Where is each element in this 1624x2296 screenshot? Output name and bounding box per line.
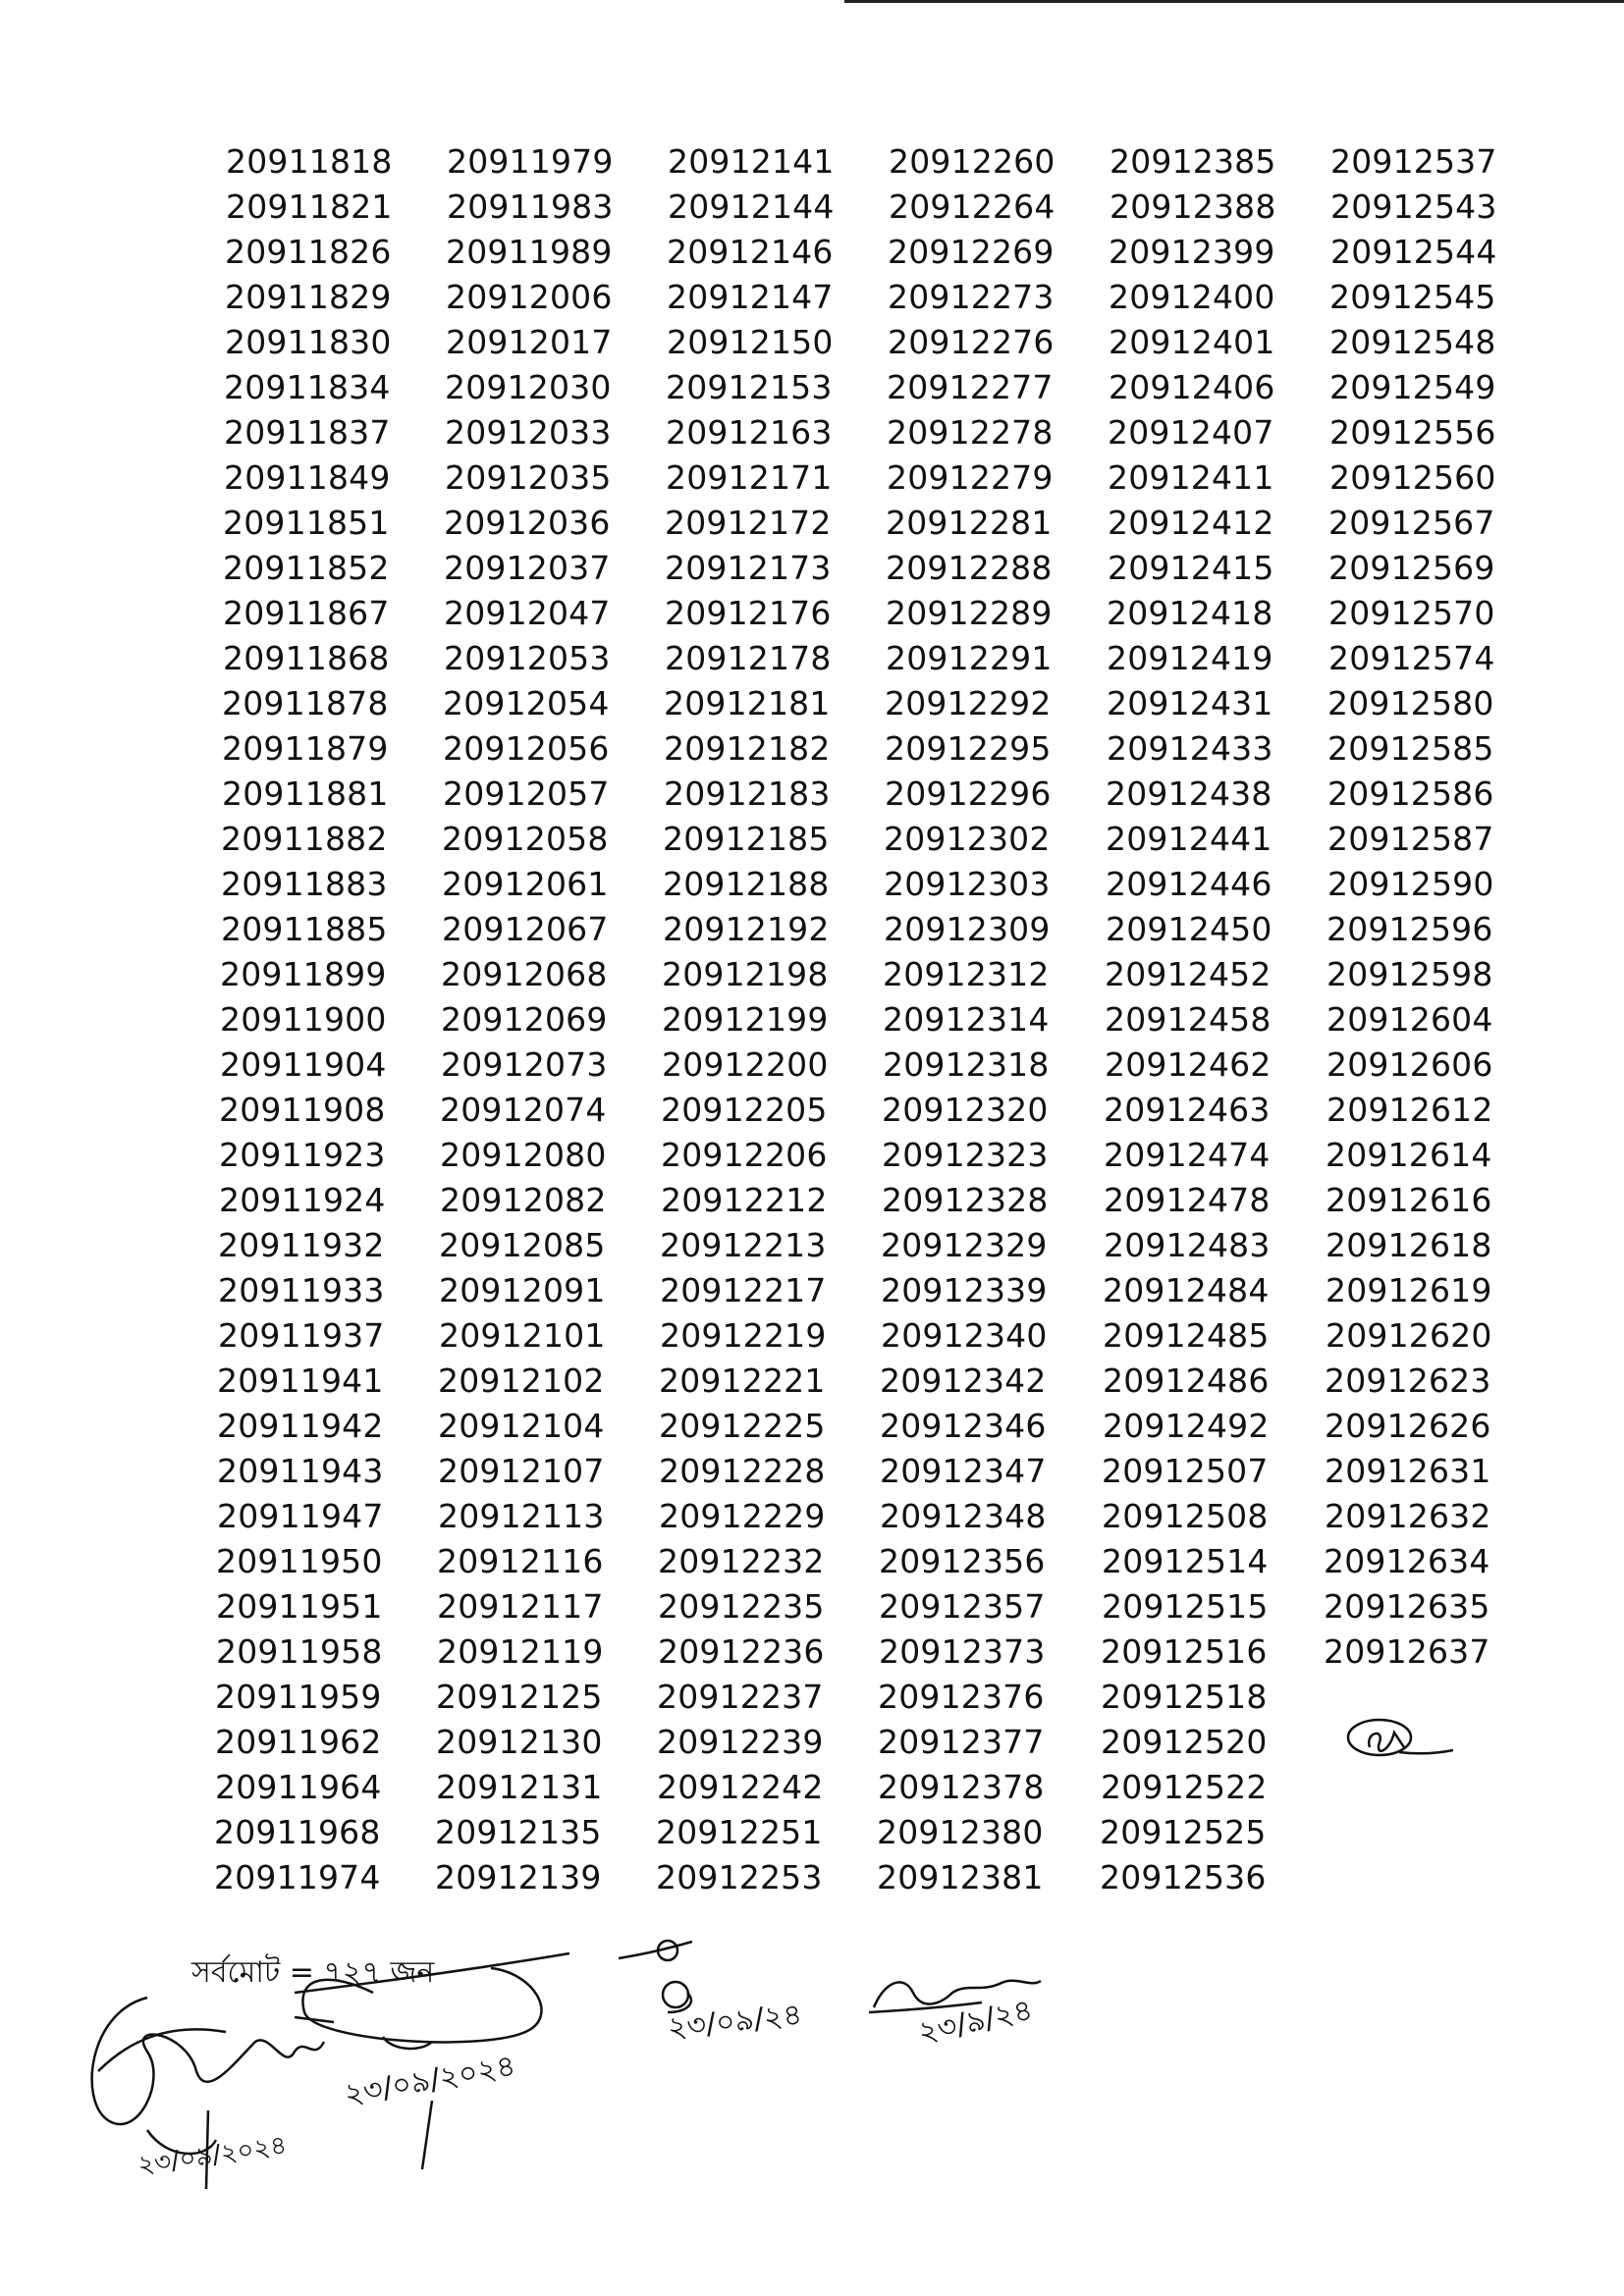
roll-number: 20912253: [656, 1858, 823, 1896]
roll-number: 20912182: [664, 729, 831, 768]
roll-number: 20912458: [1105, 1000, 1272, 1039]
roll-number: 20912570: [1328, 594, 1495, 632]
roll-number: 20912433: [1107, 729, 1273, 768]
roll-number: 20912318: [883, 1045, 1050, 1084]
roll-number: 20912596: [1326, 910, 1493, 948]
roll-number: 20912219: [660, 1316, 827, 1355]
roll-number: 20911881: [222, 774, 389, 813]
roll-number: 20912309: [884, 910, 1051, 948]
roll-number: 20911964: [215, 1768, 382, 1806]
roll-number: 20912213: [660, 1226, 827, 1264]
roll-number: 20911924: [219, 1181, 386, 1219]
roll-number: 20912236: [658, 1632, 825, 1671]
roll-number: 20912125: [436, 1678, 603, 1716]
roll-number: 20912634: [1324, 1542, 1490, 1580]
roll-number: 20912200: [662, 1045, 829, 1084]
roll-number: 20912130: [436, 1723, 603, 1761]
roll-number: 20912431: [1107, 684, 1273, 722]
roll-number: 20912139: [435, 1858, 602, 1896]
roll-number: 20912153: [666, 368, 833, 406]
roll-number: 20911968: [214, 1813, 381, 1851]
roll-number: 20912377: [878, 1723, 1045, 1761]
roll-number: 20912030: [445, 368, 612, 406]
roll-number: 20912056: [443, 729, 610, 768]
roll-number: 20912525: [1100, 1813, 1267, 1851]
roll-number: 20911883: [221, 865, 388, 903]
roll-number: 20912407: [1108, 413, 1274, 452]
roll-number: 20911878: [222, 684, 389, 722]
roll-number: 20912173: [665, 549, 832, 587]
roll-number: 20912260: [889, 142, 1056, 181]
roll-number: 20911879: [222, 729, 389, 768]
roll-number: 20912586: [1327, 774, 1494, 813]
roll-number: 20912587: [1327, 820, 1494, 858]
roll-number: 20912185: [663, 820, 830, 858]
grand-total-label: সর্বমোট = ৭২৭ জন: [191, 1955, 435, 1990]
roll-number: 20912091: [439, 1271, 606, 1309]
roll-number: 20912623: [1325, 1362, 1491, 1400]
roll-number: 20911989: [446, 233, 613, 271]
roll-number: 20912520: [1101, 1723, 1268, 1761]
roll-number: 20911923: [219, 1136, 386, 1174]
roll-number: 20911932: [218, 1226, 385, 1264]
roll-number: 20912632: [1325, 1497, 1491, 1535]
roll-number: 20912242: [657, 1768, 824, 1806]
roll-number: 20912082: [440, 1181, 607, 1219]
roll-number: 20912507: [1102, 1452, 1269, 1490]
roll-number: 20911983: [447, 187, 614, 226]
roll-number: 20912163: [666, 413, 833, 452]
roll-number: 20912418: [1107, 594, 1273, 632]
roll-number: 20911962: [215, 1723, 382, 1761]
roll-number: 20912178: [665, 639, 832, 677]
roll-number: 20912035: [445, 458, 612, 497]
roll-number: 20911829: [225, 278, 392, 316]
roll-number: 20912604: [1326, 1000, 1493, 1039]
roll-number: 20911908: [219, 1091, 386, 1129]
roll-number: 20911818: [226, 142, 393, 181]
roll-number: 20912567: [1328, 504, 1495, 542]
roll-number: 20912237: [657, 1678, 824, 1716]
roll-number: 20912144: [668, 187, 835, 226]
roll-number: 20912340: [881, 1316, 1048, 1355]
roll-number: 20912006: [446, 278, 613, 316]
roll-number: 20912560: [1329, 458, 1496, 497]
roll-number: 20912544: [1330, 233, 1497, 271]
roll-number: 20912516: [1101, 1632, 1268, 1671]
roll-number: 20912277: [887, 368, 1054, 406]
roll-number: 20911849: [224, 458, 391, 497]
roll-number: 20912484: [1103, 1271, 1270, 1309]
roll-number: 20912462: [1105, 1045, 1272, 1084]
roll-number: 20912381: [877, 1858, 1044, 1896]
roll-number: 20912017: [446, 323, 613, 361]
roll-number: 20912068: [441, 955, 608, 993]
roll-number: 20912229: [659, 1497, 826, 1535]
roll-number: 20912225: [659, 1407, 826, 1445]
roll-number: 20912452: [1105, 955, 1272, 993]
sig2-date: ২৩/০৯/২০২৪: [342, 2048, 518, 2113]
roll-number: 20912536: [1100, 1858, 1267, 1896]
roll-number: 20912228: [659, 1452, 826, 1490]
roll-number: 20912537: [1330, 142, 1497, 181]
roll-number: 20912217: [660, 1271, 827, 1309]
roll-number: 20911959: [215, 1678, 382, 1716]
roll-number: 20912399: [1109, 233, 1275, 271]
roll-number: 20912291: [886, 639, 1053, 677]
roll-number: 20912515: [1102, 1587, 1269, 1626]
roll-number: 20912376: [878, 1678, 1045, 1716]
roll-number: 20912192: [663, 910, 830, 948]
roll-number: 20912323: [882, 1136, 1049, 1174]
roll-number: 20912598: [1326, 955, 1493, 993]
roll-number: 20911942: [217, 1407, 384, 1445]
roll-number: 20911979: [447, 142, 614, 181]
roll-number: 20912074: [440, 1091, 607, 1129]
roll-number: 20912057: [443, 774, 610, 813]
roll-number: 20912450: [1106, 910, 1272, 948]
roll-number: 20911900: [220, 1000, 387, 1039]
roll-number: 20912146: [667, 233, 834, 271]
roll-number: 20912478: [1104, 1181, 1271, 1219]
roll-number: 20912378: [878, 1768, 1045, 1806]
roll-number: 20912113: [438, 1497, 605, 1535]
roll-number: 20912312: [883, 955, 1050, 993]
roll-number: 20912635: [1324, 1587, 1490, 1626]
roll-number: 20911834: [224, 368, 391, 406]
roll-number: 20912069: [441, 1000, 608, 1039]
roll-number: 20912612: [1326, 1091, 1493, 1129]
roll-number: 20912102: [438, 1362, 605, 1400]
roll-number: 20912514: [1102, 1542, 1269, 1580]
roll-number: 20912590: [1327, 865, 1494, 903]
roll-number: 20912329: [881, 1226, 1048, 1264]
roll-number: 20912356: [879, 1542, 1046, 1580]
roll-number: 20911958: [216, 1632, 383, 1671]
roll-number: 20912104: [438, 1407, 605, 1445]
roll-number: 20912328: [882, 1181, 1049, 1219]
roll-number: 20912061: [442, 865, 609, 903]
roll-number: 20912620: [1326, 1316, 1492, 1355]
roll-number: 20911851: [223, 504, 390, 542]
roll-number: 20912637: [1324, 1632, 1490, 1671]
roll-number: 20912117: [437, 1587, 604, 1626]
roll-number: 20912058: [442, 820, 609, 858]
roll-number: 20912580: [1327, 684, 1494, 722]
roll-number: 20912549: [1329, 368, 1496, 406]
roll-number: 20912176: [665, 594, 832, 632]
roll-number: 20911837: [224, 413, 391, 452]
roll-number: 20912085: [439, 1226, 606, 1264]
roll-number: 20912292: [885, 684, 1052, 722]
roll-number: 20912116: [437, 1542, 604, 1580]
roll-number: 20912320: [882, 1091, 1049, 1129]
roll-number: 20912296: [885, 774, 1052, 813]
roll-number: 20912357: [879, 1587, 1046, 1626]
roll-number: 20912053: [444, 639, 611, 677]
roll-number: 20912080: [440, 1136, 607, 1174]
roll-number: 20912441: [1106, 820, 1272, 858]
roll-number: 20912289: [886, 594, 1053, 632]
roll-number: 20912585: [1327, 729, 1494, 768]
roll-number: 20912131: [436, 1768, 603, 1806]
roll-number: 20911867: [223, 594, 390, 632]
sig1-date: ২৩/০৯/২০২৪: [135, 2130, 289, 2181]
roll-number: 20912346: [880, 1407, 1047, 1445]
roll-number: 20912302: [884, 820, 1051, 858]
roll-number: 20912181: [664, 684, 831, 722]
roll-number: 20911937: [218, 1316, 385, 1355]
roll-number: 20912212: [661, 1181, 828, 1219]
roll-number: 20912626: [1325, 1407, 1491, 1445]
roll-number: 20912054: [443, 684, 610, 722]
roll-number: 20912483: [1104, 1226, 1271, 1264]
roll-number: 20911951: [216, 1587, 383, 1626]
roll-number: 20912251: [656, 1813, 823, 1851]
roll-number: 20912438: [1106, 774, 1272, 813]
sig3-date: ২৩/০৯/২৪: [666, 1997, 804, 2047]
roll-number: 20912522: [1101, 1768, 1268, 1806]
roll-number: 20912619: [1326, 1271, 1492, 1309]
roll-number: 20912206: [661, 1136, 828, 1174]
roll-number: 20912401: [1109, 323, 1275, 361]
roll-number: 20912543: [1330, 187, 1497, 226]
roll-number: 20912278: [887, 413, 1054, 452]
roll-number: 20912033: [445, 413, 612, 452]
roll-number: 20912150: [667, 323, 834, 361]
roll-number: 20912067: [442, 910, 609, 948]
roll-number: 20912388: [1110, 187, 1276, 226]
roll-number: 20912380: [877, 1813, 1044, 1851]
roll-number: 20912545: [1329, 278, 1496, 316]
roll-number: 20912047: [444, 594, 611, 632]
roll-number: 20912606: [1326, 1045, 1493, 1084]
roll-number: 20912199: [662, 1000, 829, 1039]
roll-number: 20912264: [889, 187, 1056, 226]
roll-number: 20912385: [1110, 142, 1276, 181]
roll-number: 20911947: [217, 1497, 384, 1535]
roll-number: 20911943: [217, 1452, 384, 1490]
roll-number: 20912348: [880, 1497, 1047, 1535]
signature-3: [619, 1941, 692, 2012]
roll-number: 20912463: [1104, 1091, 1271, 1129]
roll-number: 20912239: [657, 1723, 824, 1761]
roll-number: 20911904: [220, 1045, 387, 1084]
roll-number: 20912631: [1325, 1452, 1491, 1490]
roll-number: 20912569: [1328, 549, 1495, 587]
roll-number: 20912073: [441, 1045, 608, 1084]
roll-number: 20912188: [663, 865, 830, 903]
roll-number: 20912037: [444, 549, 611, 587]
roll-number: 20912107: [438, 1452, 605, 1490]
roll-number: 20912446: [1106, 865, 1272, 903]
roll-number: 20911826: [225, 233, 392, 271]
roll-number: 20912556: [1329, 413, 1496, 452]
roll-number: 20912036: [444, 504, 611, 542]
roll-number: 20912172: [665, 504, 832, 542]
roll-number: 20912492: [1103, 1407, 1270, 1445]
roll-number: 20912183: [664, 774, 831, 813]
roll-number: 20912198: [662, 955, 829, 993]
roll-number: 20912342: [880, 1362, 1047, 1400]
roll-number: 20912101: [439, 1316, 606, 1355]
roll-number: 20912616: [1326, 1181, 1492, 1219]
sig4-date: ২৩/৯/২৪: [915, 1993, 1036, 2051]
roll-number: 20912415: [1108, 549, 1274, 587]
roll-number: 20911974: [214, 1858, 381, 1896]
roll-number: 20912205: [661, 1091, 828, 1129]
roll-number: 20912221: [659, 1362, 826, 1400]
roll-number: 20912119: [437, 1632, 604, 1671]
roll-number: 20912411: [1108, 458, 1274, 497]
roll-number: 20912141: [668, 142, 835, 181]
roll-number: 20912548: [1329, 323, 1496, 361]
roll-number: 20912281: [886, 504, 1053, 542]
roll-number: 20911852: [223, 549, 390, 587]
roll-number: 20911941: [217, 1362, 384, 1400]
roll-number: 20912339: [881, 1271, 1048, 1309]
roll-number: 20912419: [1107, 639, 1273, 677]
roll-number: 20912508: [1102, 1497, 1269, 1535]
roll-number: 20912406: [1109, 368, 1275, 406]
roll-number: 20912303: [884, 865, 1051, 903]
roll-number: 20912269: [888, 233, 1055, 271]
roll-number: 20912614: [1326, 1136, 1492, 1174]
roll-number: 20912273: [888, 278, 1055, 316]
roll-number: 20912147: [667, 278, 834, 316]
roll-number: 20911882: [221, 820, 388, 858]
roll-number: 20912276: [888, 323, 1055, 361]
roll-number: 20912235: [658, 1587, 825, 1626]
roll-number: 20912486: [1103, 1362, 1270, 1400]
roll-number: 20911868: [223, 639, 390, 677]
roll-number: 20912135: [435, 1813, 602, 1851]
roll-number: 20912279: [887, 458, 1054, 497]
roll-number: 20912295: [885, 729, 1052, 768]
roll-number: 20912574: [1328, 639, 1495, 677]
roll-number: 20911950: [216, 1542, 383, 1580]
roll-number: 20912618: [1326, 1226, 1492, 1264]
roll-number: 20911821: [226, 187, 393, 226]
roll-number: 20912373: [879, 1632, 1046, 1671]
roll-number: 20912518: [1101, 1678, 1268, 1716]
total-strike-line: [295, 1953, 569, 1993]
roll-number: 20912474: [1104, 1136, 1271, 1174]
roll-number: 20911933: [218, 1271, 385, 1309]
roll-number: 20911830: [225, 323, 392, 361]
roll-number: 20912288: [886, 549, 1053, 587]
roll-number: 20912400: [1109, 278, 1275, 316]
roll-number: 20911885: [221, 910, 388, 948]
roll-number: 20912232: [658, 1542, 825, 1580]
roll-number: 20912485: [1103, 1316, 1270, 1355]
roll-number: 20911899: [220, 955, 387, 993]
roll-number: 20912347: [880, 1452, 1047, 1490]
roll-number: 20912171: [666, 458, 833, 497]
roll-number: 20912314: [883, 1000, 1050, 1039]
roll-number: 20912412: [1108, 504, 1274, 542]
